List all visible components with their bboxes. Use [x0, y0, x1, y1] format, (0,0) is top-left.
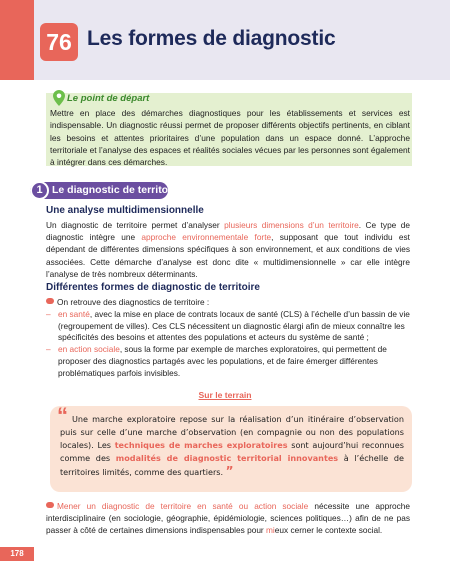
forms-list: [46, 297, 412, 380]
analysis-highlight-2: approche environnementale forte: [141, 232, 272, 243]
analysis-text-1: Un diagnostic de territoire permet d’analyser: [46, 220, 225, 230]
subheading-analysis: Une analyse multidimensionnelle: [46, 205, 204, 216]
quote-open-icon: “: [57, 403, 68, 428]
analysis-text-3: , supposant que tout individu est dépendant de différentes dimensions spécifiques à son environnement, et aux conditions de vies associées. Cette démarche d’analyse est donc dite « multidimensionnelle » car elle intègre l’analyse de très nombreux déterminants.: [46, 232, 410, 279]
starting-point-text: Mettre en place des démarches diagnostiques pour les établissements et services est indispensable. Un diagnostic réussi permet de proposer différents objectifs pertinents, en ciblant les besoins et attentes prioritaires d’une population dans un espace donné. L’approche territoriale et l’analyse des espaces et réalités sociales vécues par les personnes sont également à intégrer dans ces démarches.: [50, 108, 410, 168]
list-item-highlight: en santé: [58, 308, 90, 319]
dash-marker: –: [46, 308, 51, 319]
starting-point-heading: Le point de départ: [67, 93, 150, 104]
forms-intro: [46, 297, 412, 309]
location-pin-icon: [53, 90, 65, 106]
chapter-title: Les formes de diagnostic: [87, 27, 336, 50]
quote-close-icon: ”: [225, 464, 234, 479]
conclusion-highlight: Mener un diagnostic de territoire en santé ou action sociale: [57, 501, 309, 511]
list-item-text: , sous la forme par exemple de marches exploratoires, qui permettent de proposer des diagnostics partagés avec les populations, et de faire émerger différentes problématiques parfois invisibles.: [58, 344, 387, 378]
section-number: 1: [30, 181, 49, 200]
quote-text-3: à l’échelle de territoires limités, comme des quartiers.: [60, 453, 404, 478]
field-example-text: [60, 413, 404, 479]
header-accent-strip: [0, 0, 34, 80]
field-example-heading: Sur le terrain: [198, 390, 252, 400]
analysis-paragraph: [46, 219, 410, 280]
section-title: Le diagnostic de territoire: [52, 184, 181, 196]
bullet-dot-icon: [46, 298, 54, 304]
quote-text-2: sont aujourd’hui reconnues comme des: [60, 440, 404, 464]
analysis-text-2: . Ce type de diagnostic intègre une: [46, 220, 410, 243]
quote-text-1: Une marche exploratoire repose sur la réalisation d’un itinéraire d’observation puis sur celle d’une marche d’observation (en compagnie ou non des populations locales). Les: [60, 414, 404, 451]
subheading-forms: Différentes formes de diagnostic de territoire: [46, 282, 260, 293]
list-item-social-action: [46, 344, 412, 379]
conclusion-text-b: eux cerner le contexte social.: [274, 525, 383, 536]
quote-highlight-2: modalités de diagnostic territorial innovantes: [115, 453, 339, 464]
conclusion-highlight-mi: mi: [266, 525, 275, 536]
chapter-number-badge: 76: [40, 23, 78, 61]
list-item-health: [46, 309, 412, 344]
conclusion-paragraph: [46, 500, 410, 537]
page-number: 178: [0, 547, 34, 561]
quote-highlight-1: techniques de marches exploratoires: [114, 440, 288, 451]
forms-intro-text: On retrouve des diagnostics de territoire :: [57, 297, 210, 307]
dash-marker: –: [46, 344, 51, 355]
analysis-highlight-1: plusieurs dimensions d’un territoire: [224, 220, 359, 230]
list-item-text: , avec la mise en place de contrats locaux de santé (CLS) à l’échelle d’un bassin de vie (regroupement de villes). Ces CLS nécessitent un diagnostic élargi afin de mieux connaître les spécificités des besoins et attentes des populations et acteurs du système de santé ;: [58, 308, 410, 343]
conclusion-text-a: nécessite une approche interdisciplinaire (en sociologie, géographie, épidémiologie, sciences politiques…) afin de ne pas passer à côté de certaines dimensions indispensables pour: [46, 501, 410, 536]
list-item-highlight: en action sociale: [58, 344, 120, 355]
bullet-dot-icon: [46, 502, 54, 508]
